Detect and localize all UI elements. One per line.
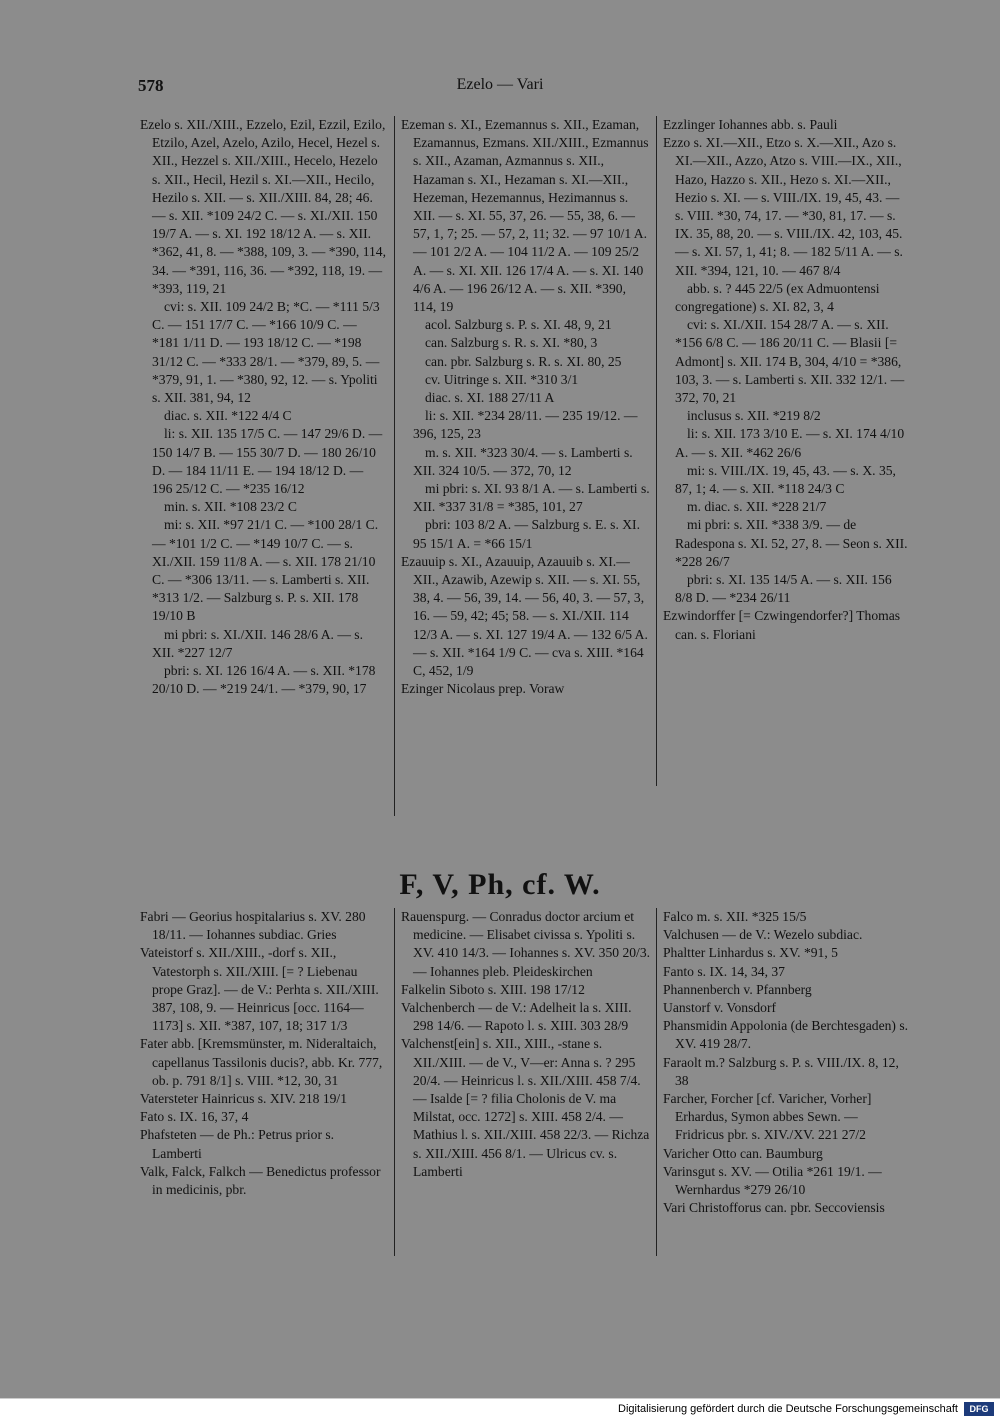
entry: Valchenberch — de V.: Adelheit la s. XIII. 298 14/6. — Rapoto l. s. XIII. 303 28/9 <box>401 1000 632 1034</box>
entry-sub: m. diac. s. XII. *228 21/7 <box>687 499 827 515</box>
entry: Valk, Falck, Falkch — Benedictus professor in medicinis, pbr. <box>140 1163 381 1198</box>
entry-sub: cvi: s. XII. 109 24/2 B; *C. — *111 5/3 C. — 151 17/7 C. — *166 10/9 C. — *181 1/11 D. — 193 18/12 C. — *198 31/12 C. — *333 28/1. — *379, 89, 5. — *379, 91, 1. — *380, 92, 12. — s. Ypoliti s. XII. 381, 94, 12 <box>152 299 380 406</box>
running-head: Ezelo — Vari <box>456 76 544 93</box>
entry-sub: m. s. XII. *323 30/4. — s. Lamberti s. XII. 324 10/5. — 372, 70, 12 <box>413 444 633 478</box>
top-column-2 <box>401 116 651 699</box>
entry: Faraolt m.? Salzburg s. P. s. VIII./IX. 8, 12, 38 <box>663 1054 899 1088</box>
entry-sub: diac. s. XII. *122 4/4 C <box>164 408 292 424</box>
footer-bar <box>0 1398 1000 1421</box>
entry: Phannenberch v. Pfannberg <box>663 981 812 997</box>
entry-sub: mi: s. XII. *97 21/1 C. — *100 28/1 C. — *101 1/2 C. — *149 10/7 C. — s. XI./XII. 159 11/8 A. — s. XII. 178 21/10 C. — *306 13/11. — s. Lamberti s. XII. *313 1/2. — Salzburg s. P. s. XII. 178 19/10 B <box>152 517 379 624</box>
column-rule-4 <box>656 908 657 1256</box>
entry: Fater abb. [Kremsmünster, m. Nideraltaich, capellanus Tassilonis ducis?, abb. Kr. 777, ob. p. 791 8/1] s. VIII. *12, 30, 31 <box>140 1036 383 1088</box>
entry: Vari Christofforus can. pbr. Seccoviensis <box>663 1200 885 1216</box>
entry: Phansmidin Appolonia (de Berchtesgaden) s. XV. 419 28/7. <box>663 1018 909 1052</box>
entry-sub: acol. Salzburg s. P. s. XI. 48, 9, 21 <box>425 317 612 333</box>
entry-sub: inclusus s. XII. *219 8/2 <box>687 408 821 424</box>
entry: Fanto s. IX. 14, 34, 37 <box>663 963 785 979</box>
entry: Valchusen — de V.: Wezelo subdiac. <box>663 927 863 943</box>
dfg-logo-icon: DFG <box>964 1402 994 1416</box>
entry: Fato s. IX. 16, 37, 4 <box>140 1109 249 1125</box>
bottom-column-2 <box>401 908 651 1181</box>
entry-sub: can. Salzburg s. R. s. XI. *80, 3 <box>425 335 598 351</box>
entry-sub: cv. Uitringe s. XII. *310 3/1 <box>425 371 579 387</box>
entry: Uanstorf v. Vonsdorf <box>663 1000 777 1016</box>
top-column-1 <box>140 116 386 699</box>
entry: Valchenst[ein] s. XII., XIII., -stane s. XII./XIII. — de V., V—er: Anna s. ? 295 20/4. — Heinricus l. s. XII./XIII. 458 7/4. — Isalde [= ? filia Cholonis de V. ma Milstat, occ. 1272] s. XIII. 458 2/4. — Mathius l. s. XII./XIII. 458 22/3. — Richza s. XII./XIII. 456 8/1. — Ulricus cv. s. Lamberti <box>401 1036 650 1179</box>
entry: Falkelin Siboto s. XIII. 198 17/12 <box>401 981 585 997</box>
entry-sub: mi pbri: s. XI. 93 8/1 A. — s. Lamberti s. XII. *337 31/8 = *385, 101, 27 <box>413 481 650 515</box>
entry: Phafsteten — de Ph.: Petrus prior s. Lamberti <box>140 1127 335 1161</box>
entry-sub: pbri: 103 8/2 A. — Salzburg s. E. s. XI. 95 15/1 A. = *66 15/1 <box>413 517 640 551</box>
entry-sub: diac. s. XI. 188 27/11 A <box>425 390 555 406</box>
entry: Ezzlinger Iohannes abb. s. Pauli <box>663 117 838 132</box>
entry-sub: mi pbri: s. XI./XII. 146 28/6 A. — s. XII. *227 12/7 <box>152 626 363 660</box>
entry-sub: mi: s. VIII./IX. 19, 45, 43. — s. X. 35, 87, 1; 4. — s. XII. *118 24/3 C <box>675 462 896 497</box>
entry: Varicher Otto can. Baumburg <box>663 1145 823 1161</box>
footer-text: Digitalisierung gefördert durch die Deutsche Forschungsgemeinschaft <box>618 1403 958 1415</box>
entry: Falco m. s. XII. *325 15/5 <box>663 909 807 924</box>
entry-sub: li: s. XII. 173 3/10 E. — s. XI. 174 4/10 A. — s. XII. *462 26/6 <box>675 426 905 460</box>
bottom-column-1 <box>140 908 386 1199</box>
column-rule-2 <box>656 116 657 786</box>
entry: Ezelo s. XII./XIII., Ezzelo, Ezil, Ezzil, Ezilo, Etzilo, Azel, Azelo, Azilo, Hecel, Hezel s. XII., Hezzel s. XII./XIII., Hecelo, Hezelo s. XII., Hecil, Hezil s. XI.—XII., Hecilo, Hezilo s. XII. — s. XII./XIII. 84, 28; 46. — s. XII. *109 24/2 C. — s. XI./XII. 150 19/7 A. — s. XI. 192 18/12 A. — s. XII. *362, 41, 8. — *388, 109, 3. — *390, 114, 34. — *391, 116, 36. — *392, 118, 19. — *393, 119, 21 <box>140 117 386 296</box>
entry-sub: pbri: s. XI. 126 16/4 A. — s. XII. *178 20/10 D. — *219 24/1. — *379, 90, 17 <box>152 663 376 697</box>
entry-sub: pbri: s. XI. 135 14/5 A. — s. XII. 156 8/8 D. — *234 26/11 <box>675 572 892 606</box>
entry: Ezinger Nicolaus prep. Voraw <box>401 681 565 697</box>
entry: Vatersteter Hainricus s. XIV. 218 19/1 <box>140 1091 348 1107</box>
section-heading: F, V, Ph, cf. W. <box>399 868 601 901</box>
entry-sub: abb. s. ? 445 22/5 (ex Admuontensi congregatione) s. XI. 82, 3, 4 <box>675 280 880 315</box>
entry-sub: mi pbri: s. XII. *338 3/9. — de Radespona s. XI. 52, 27, 8. — Seon s. XII. *228 26/7 <box>675 517 908 569</box>
top-column-3 <box>663 116 909 644</box>
column-rule-1 <box>394 116 395 816</box>
bottom-column-3 <box>663 908 909 1217</box>
entry: Ezeman s. XI., Ezemannus s. XII., Ezaman, Ezamannus, Ezmans. XII./XIII., Ezmannus s. XII., Azaman, Azmannus s. XII., Hazaman s. XI., Hezaman s. XI.—XII., Hezeman, Hezemannus, Hezimannus s. XII. — s. XI. 55, 37, 26. — 55, 38, 6. — 57, 1, 7; 25. — 57, 2, 11; 32. — 97 10/1 A. — 101 2/2 A. — 104 11/2 A. — 109 25/2 A. — s. XI. XII. 126 17/4 A. — s. XI. 140 4/6 A. — 196 26/12 A. — s. XII. *390, 114, 19 <box>401 117 649 315</box>
column-rule-3 <box>394 908 395 1256</box>
entry: Varinsgut s. XV. — Otilia *261 19/1. — Wernhardus *279 26/10 <box>663 1163 882 1198</box>
entry: Ezwindorffer [= Czwingendorfer?] Thomas can. s. Floriani <box>663 608 901 642</box>
page-number: 578 <box>138 76 164 95</box>
entry: Rauenspurg. — Conradus doctor arcium et medicine. — Elisabet civissa s. Ypoliti s. XV. 410 14/3. — Iohannes s. XV. 350 20/3. — Iohannes pleb. Pleideskirchen <box>401 909 651 979</box>
entry: Phaltter Linhardus s. XV. *91, 5 <box>663 945 838 961</box>
entry: Ezauuip s. XI., Azauuip, Azauuib s. XI.—XII., Azawib, Azewip s. XII. — s. XI. 55, 38, 4. — 56, 39, 14. — 56, 40, 3. — 57, 3, 16. — 59, 42; 45; 58. — s. XI./XII. 114 12/3 A. — s. XI. 127 19/4 A. — 132 6/5 A. — s. XII. *164 1/9 C. — cva s. XIII. *164 C, 452, 1/9 <box>401 553 648 679</box>
entry-sub: can. pbr. Salzburg s. R. s. XI. 80, 25 <box>425 353 622 369</box>
entry: Fabri — Georius hospitalarius s. XV. 280 18/11. — Iohannes subdiac. Gries <box>140 909 366 943</box>
entry: Ezzo s. XI.—XII., Etzo s. X.—XII., Azo s. XI.—XII., Azzo, Atzo s. VIII.—IX., XII., Hazo, Hazzo s. XII., Hezo s. XI.—XII., Hezio s. XI. — s. VIII./IX. 19, 45, 43. — s. VIII. *30, 74, 17. — *30, 81, 17. — s. IX. 35, 88, 20. — s. VIII./IX. 42, 103, 45. — s. XI. 57, 1, 41; 8. — 182 5/11 A. — s. XII. *394, 121, 10. — 467 8/4 <box>663 135 903 278</box>
entry-sub: li: s. XII. *234 28/11. — 235 19/12. — 396, 125, 23 <box>413 408 638 442</box>
entry-sub: min. s. XII. *108 23/2 C <box>164 499 297 515</box>
entry-sub: cvi: s. XI./XII. 154 28/7 A. — s. XII. *156 6/8 C. — 186 20/11 C. — Blasii [= Admont] s. XII. 174 B, 304, 4/10 = *386, 103, 3. — s. Lamberti s. XII. 332 12/1. — 372, 70, 21 <box>675 317 905 406</box>
entry-sub: li: s. XII. 135 17/5 C. — 147 29/6 D. — 150 14/7 B. — 155 30/7 D. — 180 26/10 D. — 184 11/11 E. — 194 18/12 D. — 196 25/12 C. — *235 16/12 <box>152 426 383 497</box>
entry: Vateistorf s. XII./XIII., -dorf s. XII., Vatestorph s. XII./XIII. [= ? Liebenau prope Graz]. — de V.: Perhta s. XII./XIII. 387, 108, 9. — Heinricus [occ. 1164—1173] s. XII. *387, 107, 18; 317 1/3 <box>140 945 379 1034</box>
entry: Farcher, Forcher [cf. Varicher, Vorher] Erhardus, Symon abbes Sewn. — Fridricus pbr. s. XIV./XV. 221 27/2 <box>663 1091 872 1143</box>
